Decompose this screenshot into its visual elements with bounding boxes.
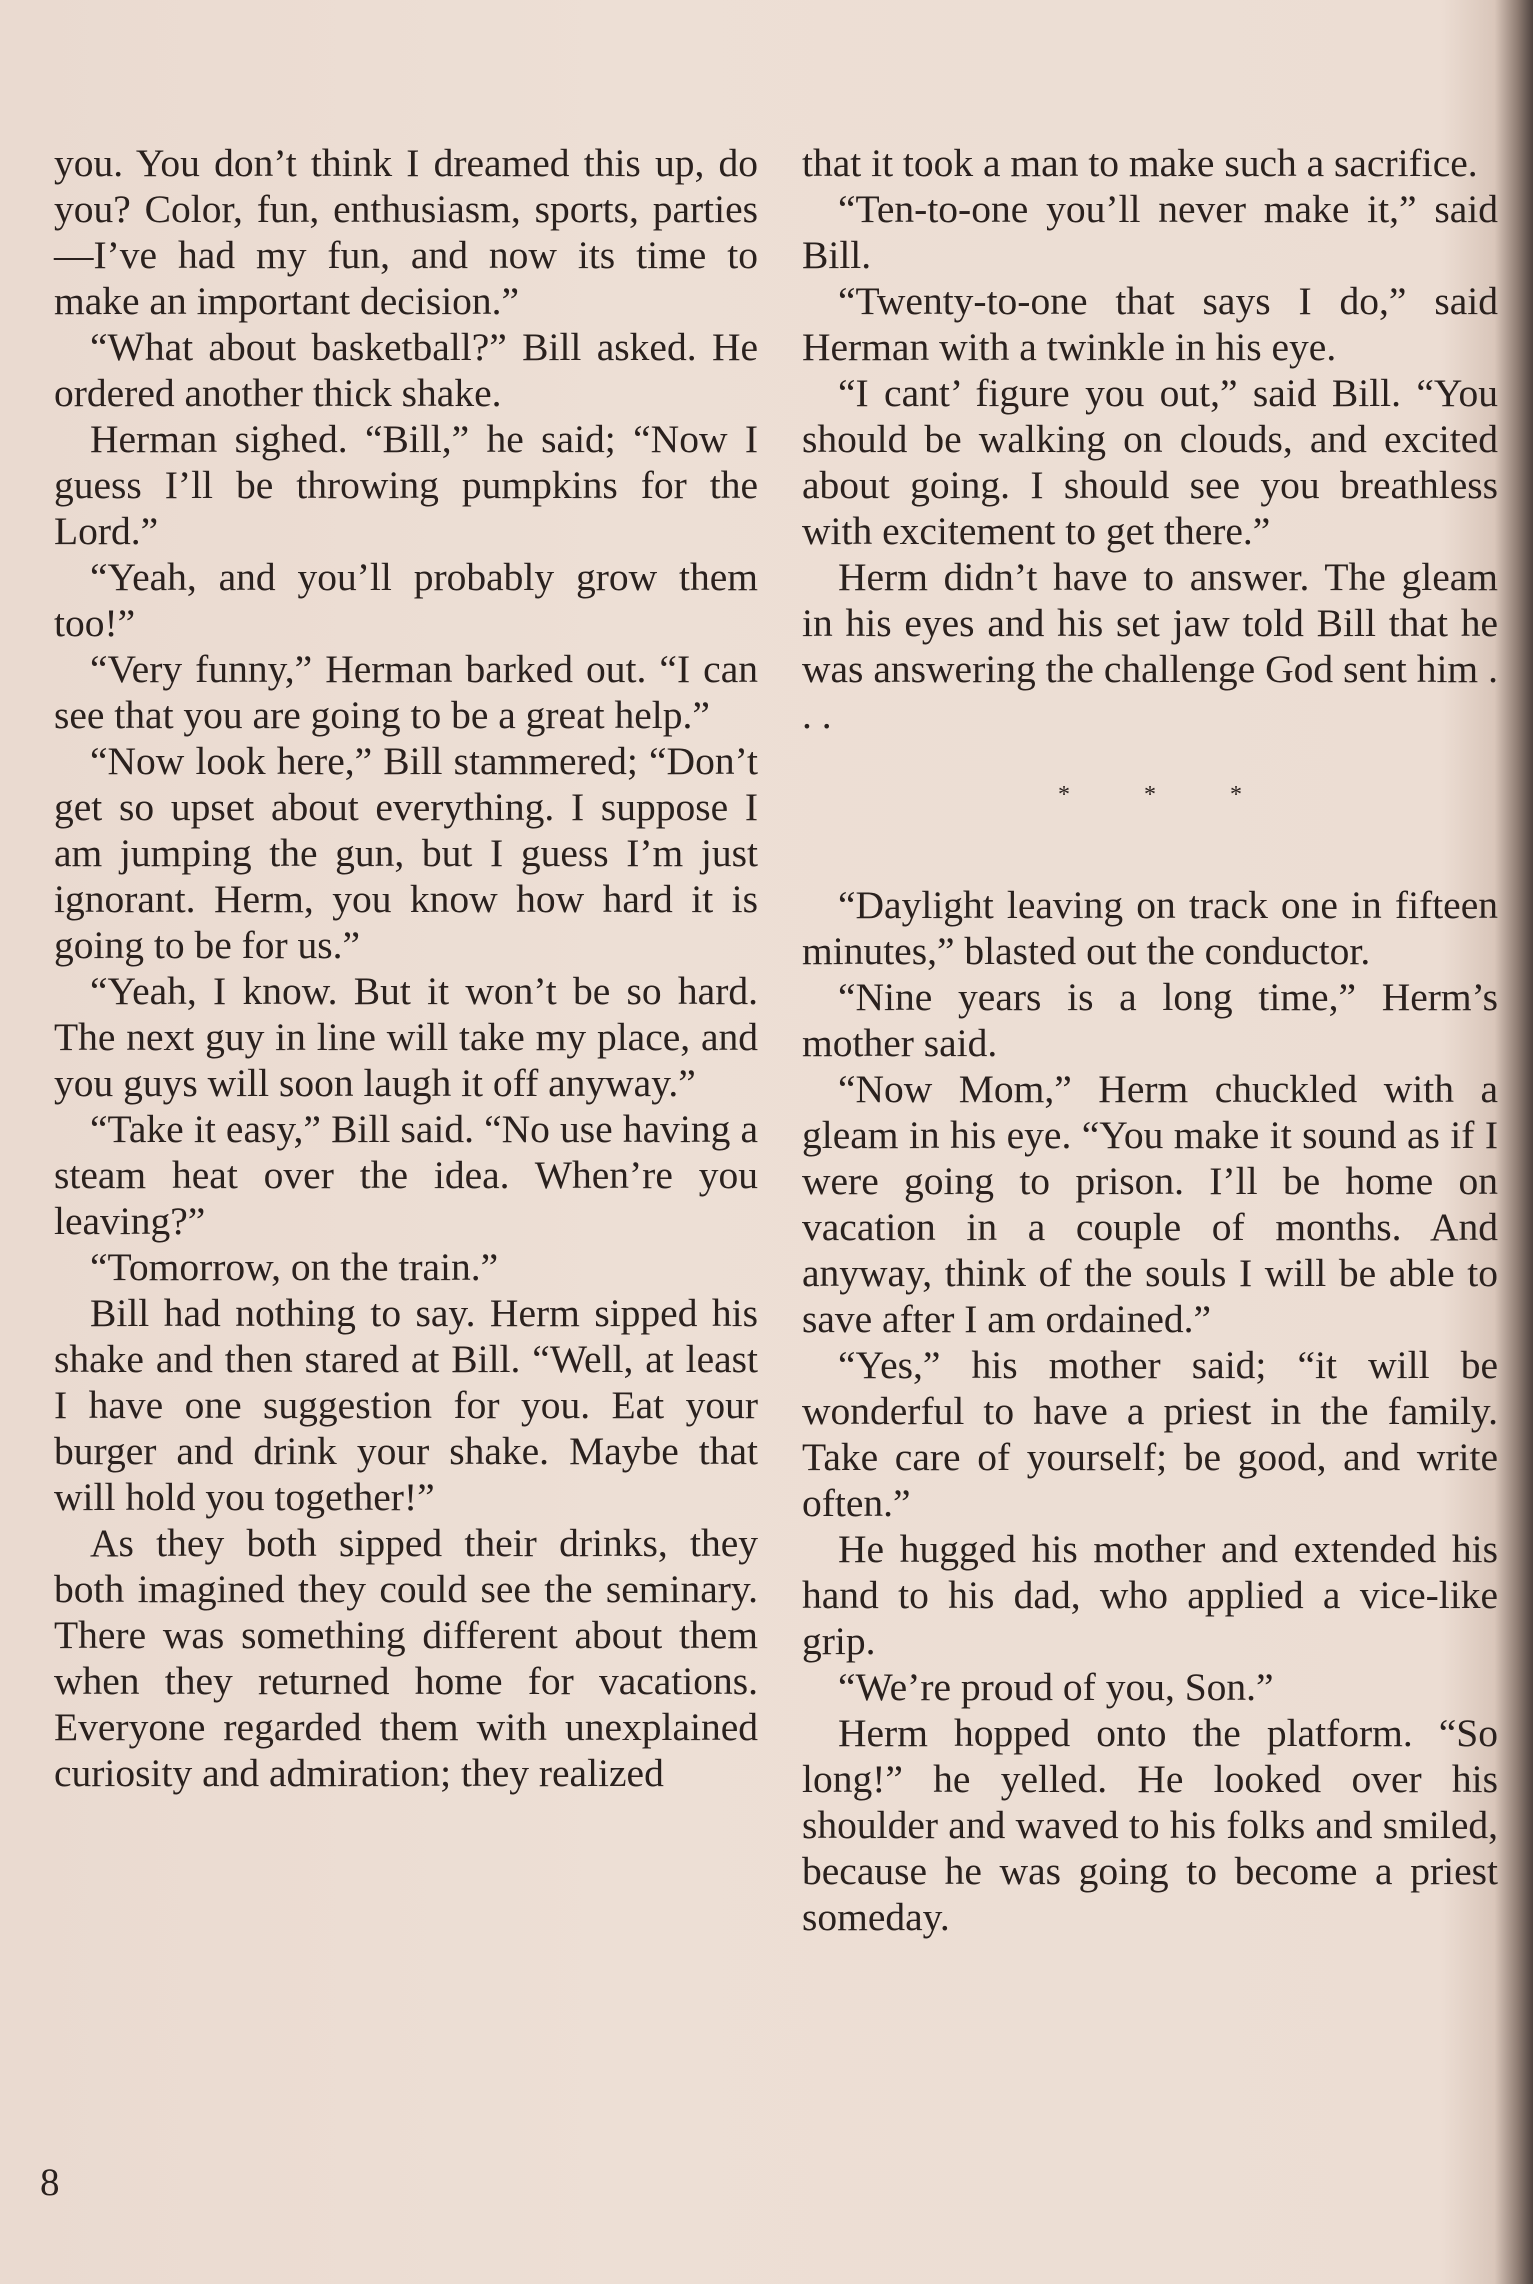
- paragraph: “We’re proud of you, Son.”: [838, 1665, 1274, 1709]
- paragraph: “Twenty-to-one that says I do,” said Herman with a twinkle in his eye.: [802, 279, 1498, 369]
- paragraph: “Very funny,” Herman barked out. “I can see that you are going to be a great help.”: [54, 647, 758, 737]
- paragraph: Herman sighed. “Bill,” he said; “Now I guess I’ll be throwing pumpkins for the Lord.”: [54, 417, 758, 553]
- paragraph: “Yes,” his mother said; “it will be wonderful to have a priest in the family. Take care of yourself; be good, and write often.”: [802, 1343, 1498, 1525]
- paragraph: He hugged his mother and extended his hand to his dad, who applied a vice-like grip.: [802, 1527, 1498, 1663]
- paragraph: “Now look here,” Bill stammered; “Don’t get so upset about everything. I suppose I am jumping the gun, but I guess I’m just ignorant. Herm, you know how hard it is going to be for us.”: [54, 739, 758, 967]
- paragraph: Herm didn’t have to answer. The gleam in his eyes and his set jaw told Bill that he was answering the challenge God sent him . . .: [802, 555, 1498, 737]
- left-column: [54, 140, 758, 1796]
- paragraph: “What about basketball?” Bill asked. He ordered another thick shake.: [54, 325, 758, 415]
- section-break: * * *: [1058, 782, 1276, 808]
- page-number: 8: [40, 2161, 60, 2204]
- paragraph: “Now Mom,” Herm chuckled with a gleam in his eye. “You make it sound as if I were going to prison. I’ll be home on vacation in a couple of months. And anyway, think of the souls I will be able to save after I am ordained.”: [802, 1067, 1498, 1341]
- paragraph: Herm hopped onto the platform. “So long!” he yelled. He looked over his shoulder and waved to his folks and smiled, because he was going to become a priest someday.: [802, 1711, 1498, 1939]
- paragraph: “Daylight leaving on track one in fifteen minutes,” blasted out the conductor.: [802, 883, 1498, 973]
- paragraph: As they both sipped their drinks, they both imagined they could see the seminary. There was something different about them when they returned home for vacations. Everyone regarded them with unexplained curiosity and admiration; they realized: [54, 1521, 758, 1795]
- paragraph: “I cant’ figure you out,” said Bill. “You should be walking on clouds, and excited about going. I should see you breathless with excitement to get there.”: [802, 371, 1498, 553]
- paragraph: you. You don’t think I dreamed this up, do you? Color, fun, enthusiasm, sports, parties—I’ve had my fun, and now its time to make an important decision.”: [54, 141, 758, 323]
- right-column: [802, 140, 1498, 1940]
- paragraph: “Nine years is a long time,” Herm’s mother said.: [802, 975, 1498, 1065]
- paragraph: that it took a man to make such a sacrifice.: [802, 141, 1478, 185]
- paragraph: “Take it easy,” Bill said. “No use having a steam heat over the idea. When’re you leaving?”: [54, 1107, 758, 1243]
- paragraph: Bill had nothing to say. Herm sipped his shake and then stared at Bill. “Well, at least I have one suggestion for you. Eat your burger and drink your shake. Maybe that will hold you together!”: [54, 1291, 758, 1519]
- paragraph: “Tomorrow, on the train.”: [90, 1245, 499, 1289]
- paragraph: “Yeah, and you’ll probably grow them too!”: [54, 555, 758, 645]
- paragraph: “Ten-to-one you’ll never make it,” said Bill.: [802, 187, 1498, 277]
- paragraph: “Yeah, I know. But it won’t be so hard. The next guy in line will take my place, and you guys will soon laugh it off anyway.”: [54, 969, 758, 1105]
